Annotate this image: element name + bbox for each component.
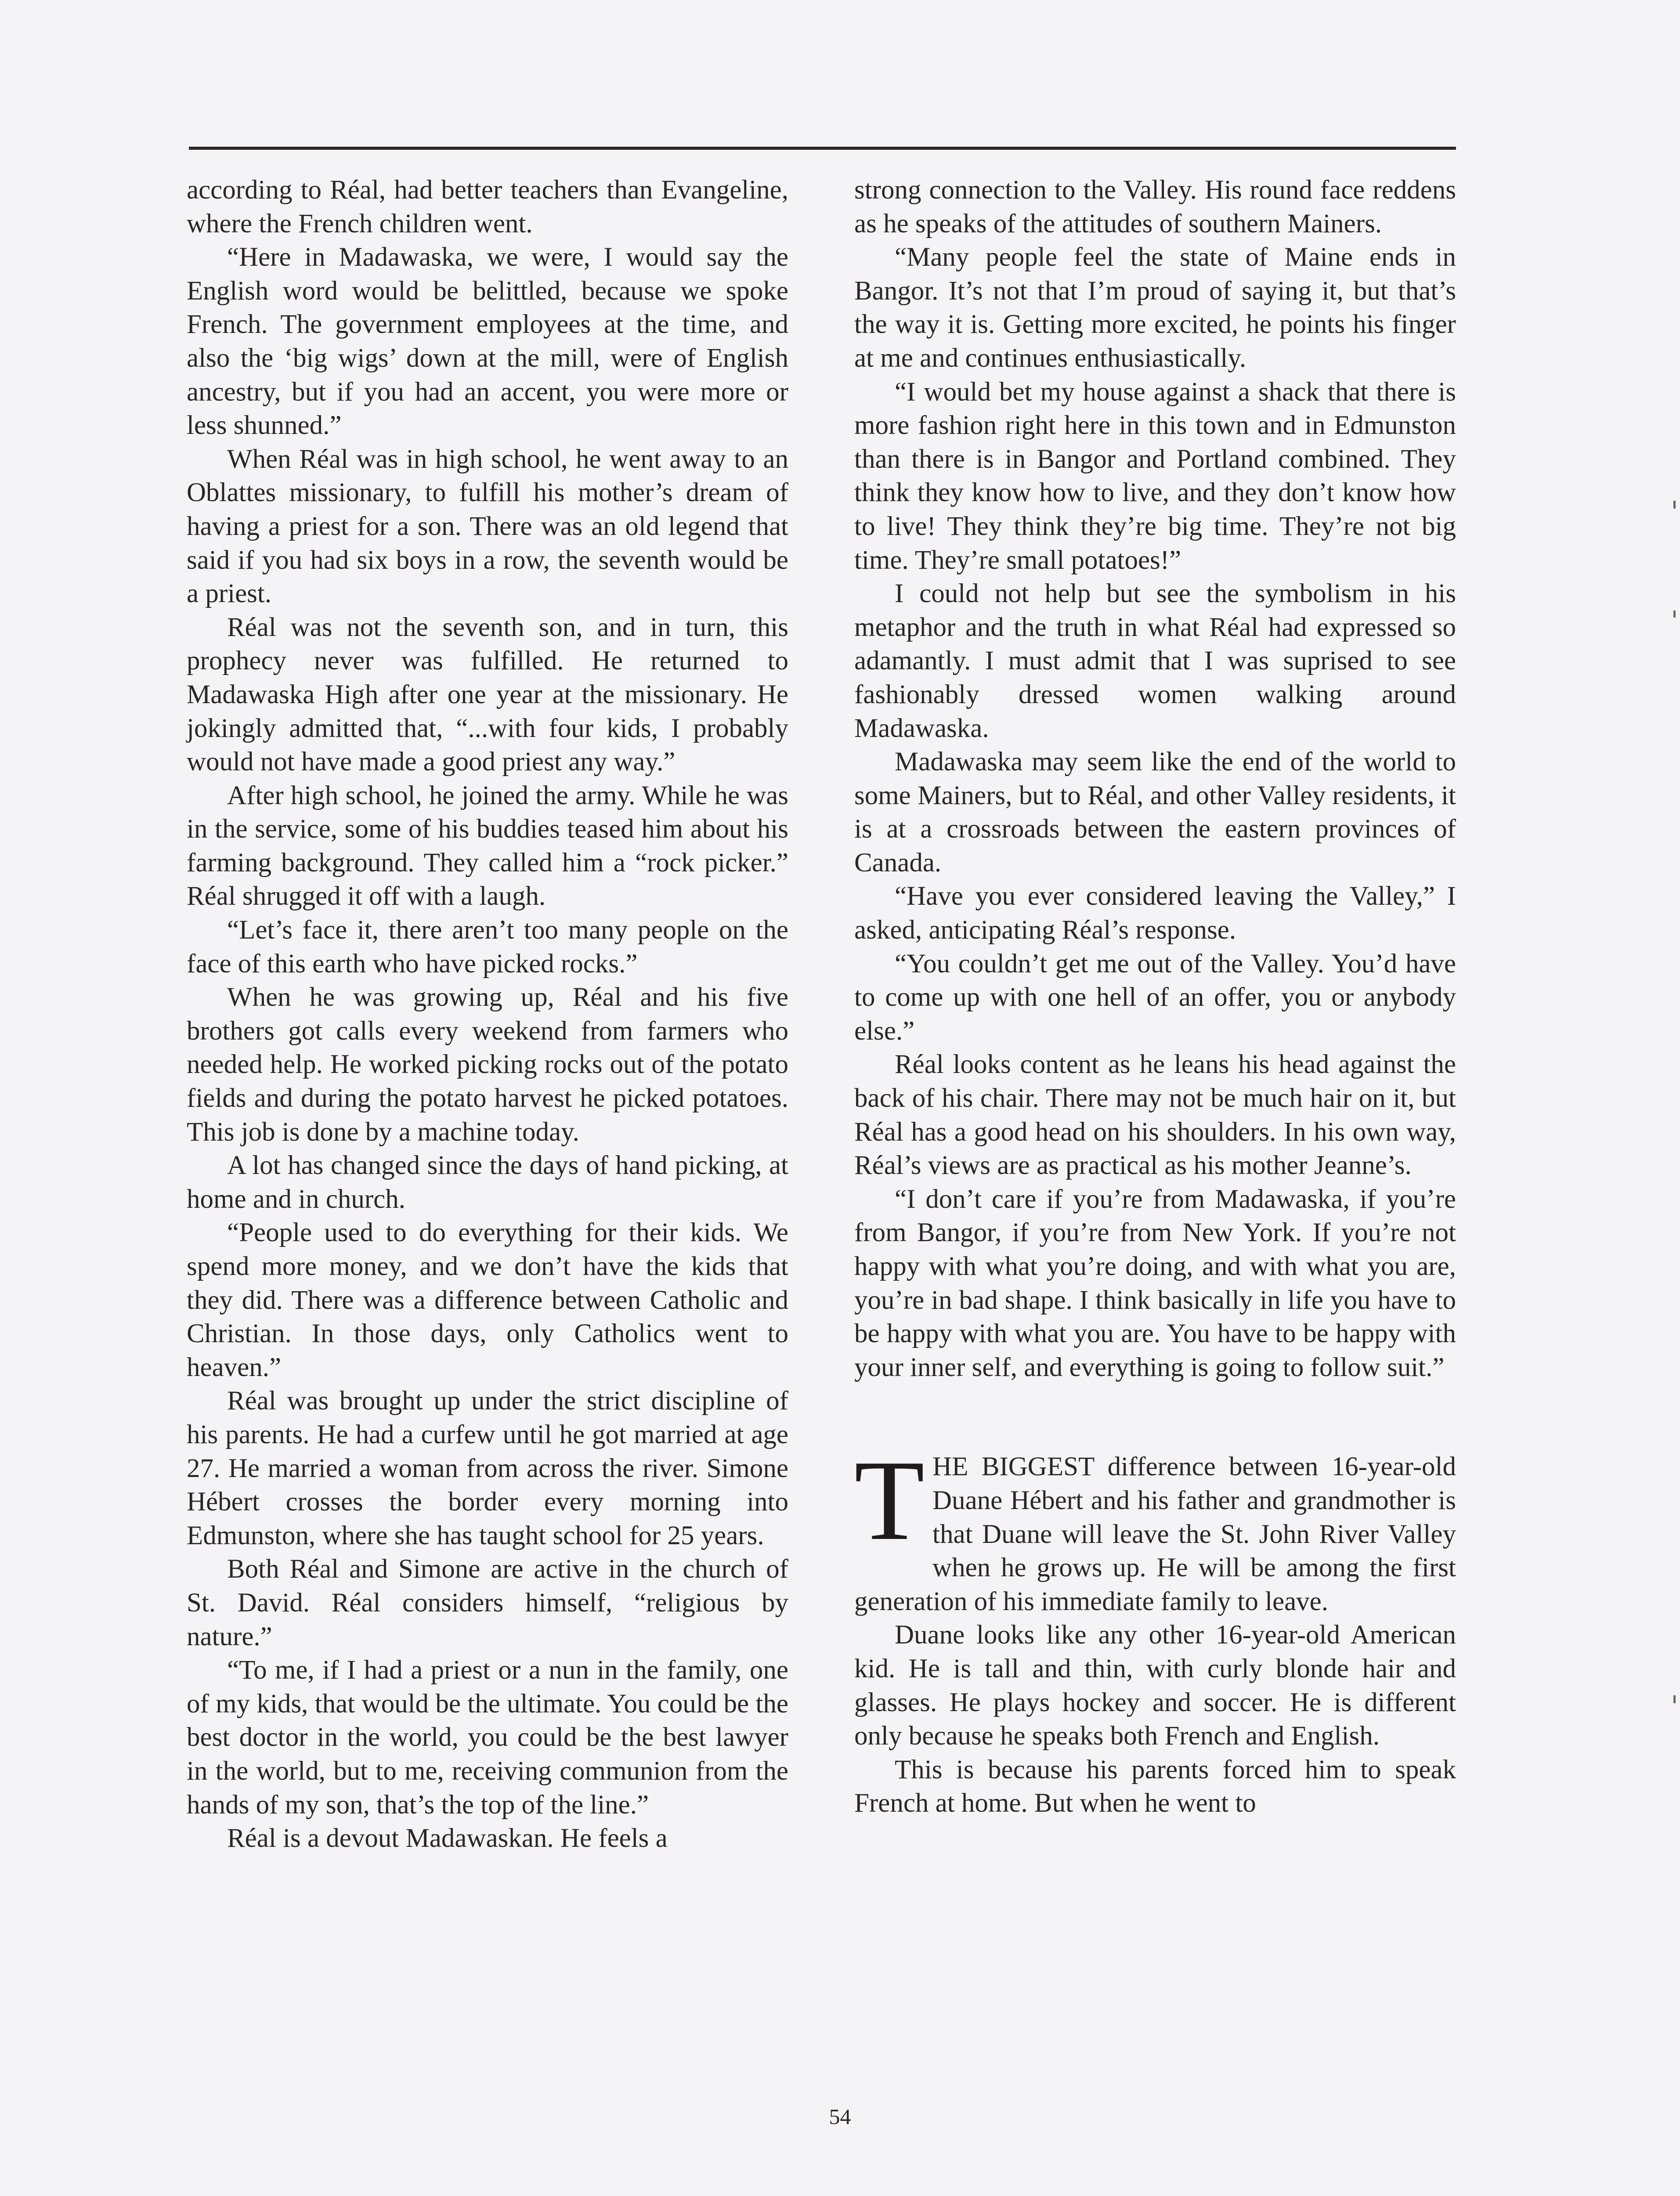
drop-cap: T [854, 1437, 925, 1564]
scan-mark [1673, 501, 1676, 509]
paragraph: according to Réal, had better teachers than Evangeline, where the French children went. [187, 175, 788, 238]
paragraph: Réal is a devout Madawaskan. He feels a [227, 1824, 668, 1853]
paragraph: I could not help but see the symbolism in his metaphor and the truth in what Réal had expressed so adamantly. I must admit that I was suprised to see fashionably dressed women walking around Madawaska. [854, 579, 1456, 743]
paragraph: After high school, he joined the army. While he was in the service, some of his buddies teased him about his farming background. They called him a “rock picker.” Réal shrugged it off with a laugh. [187, 780, 788, 911]
paragraph: “Here in Madawaska, we were, I would say the English word would be belittled, because we spoke French. The government employees at the time, and also the ‘big wigs’ down at the mill, were of English ancestry, but if you had an accent, you were more or less shunned.” [187, 242, 788, 441]
paragraph: “People used to do everything for their kids. We spend more money, and we don’t have the kids that they did. There was a difference between Catholic and Christian. In those days, only Catholics went to heaven.” [187, 1218, 788, 1382]
paragraph: strong connection to the Valley. His round face reddens as he speaks of the attitudes of southern Mainers. [854, 175, 1456, 238]
paragraph: Both Réal and Simone are active in the church of St. David. Réal considers himself, “religious by nature.” [187, 1554, 788, 1651]
paragraph: Réal was not the seventh son, and in turn, this prophecy never was fulfilled. He returned to Madawaska High after one year at the missionary. He jokingly admitted that, “...with four kids, I probably would not have made a good priest any way.” [187, 612, 788, 777]
paragraph: “Have you ever considered leaving the Valley,” I asked, anticipating Réal’s response. [854, 881, 1456, 945]
paragraph: When he was growing up, Réal and his five brothers got calls every weekend from farmers who needed help. He worked picking rocks out of the potato fields and during the potato harvest he picked potatoes. This job is done by a machine today. [187, 982, 788, 1147]
paragraph: “Let’s face it, there aren’t too many people on the face of this earth who have picked rocks.” [187, 915, 788, 979]
paragraph: “You couldn’t get me out of the Valley. You’d have to come up with one hell of an offer, you or anybody else.” [854, 949, 1456, 1046]
paragraph: “I don’t care if you’re from Madawaska, if you’re from Bangor, if you’re from New York. If you’re not happy with what you’re doing, and with what you are, you’re in bad shape. I think basically in life you have to be happy with what you are. You have to be happy with your inner self, and everything is going to follow suit.” [854, 1184, 1456, 1382]
paragraph: This is because his parents forced him to speak French at home. But when he went to [854, 1755, 1456, 1818]
right-column [854, 173, 1456, 1820]
page-number: 54 [829, 2104, 851, 2129]
paragraph: A lot has changed since the days of hand picking, at home and in church. [187, 1151, 788, 1214]
paragraph: “Many people feel the state of Maine ends in Bangor. It’s not that I’m proud of saying it, but that’s the way it is. Getting more excited, he points his finger at me and continues enthusiastically. [854, 242, 1456, 373]
header-rule [189, 147, 1456, 150]
paragraph: “To me, if I had a priest or a nun in the family, one of my kids, that would be the ultimate. You could be the best doctor in the world, you could be the best lawyer in the world, but to me, receiving communion from the hands of my son, that’s the top of the line.” [187, 1655, 788, 1820]
lead-caps: HE BIGGEST [932, 1452, 1095, 1482]
paragraph: Réal looks content as he leans his head against the back of his chair. There may not be much hair on it, but Réal has a good head on his shoulders. In his own way, Réal’s views are as practical as his mother Jeanne’s. [854, 1050, 1456, 1181]
paragraph: Duane looks like any other 16-year-old American kid. He is tall and thin, with curly blonde hair and glasses. He plays hockey and soccer. He is different only because he speaks both French and English. [854, 1620, 1456, 1751]
scan-mark [1673, 1695, 1676, 1703]
paragraph: “I would bet my house against a shack that there is more fashion right here in this town and in Edmunston than there is in Bangor and Portland combined. They think they know how to live, and they don’t know how to live! They think they’re big time. They’re not big time. They’re small potatoes!” [854, 377, 1456, 575]
scan-mark [1673, 610, 1676, 618]
section-lead-paragraph [854, 1437, 1456, 1618]
left-column [187, 173, 788, 1856]
paragraph: When Réal was in high school, he went away to an Oblattes missionary, to fulfill his mother’s dream of having a priest for a son. There was an old legend that said if you had six boys in a row, the seventh would be a priest. [187, 444, 788, 609]
paragraph: Madawaska may seem like the end of the world to some Mainers, but to Réal, and other Valley residents, it is at a crossroads between the eastern provinces of Canada. [854, 747, 1456, 878]
lead-text: difference between 16-year-old Duane Hébert and his father and grandmother is that Duane will leave the St. John River Valley when he grows up. He will be among the first generation of his immediate family to leave. [854, 1452, 1456, 1616]
paragraph: Réal was brought up under the strict discipline of his parents. He had a curfew until he got married at age 27. He married a woman from across the river. Simone Hébert crosses the border every morning into Edmunston, where she has taught school for 25 years. [187, 1386, 788, 1550]
section-break [854, 1384, 1456, 1450]
